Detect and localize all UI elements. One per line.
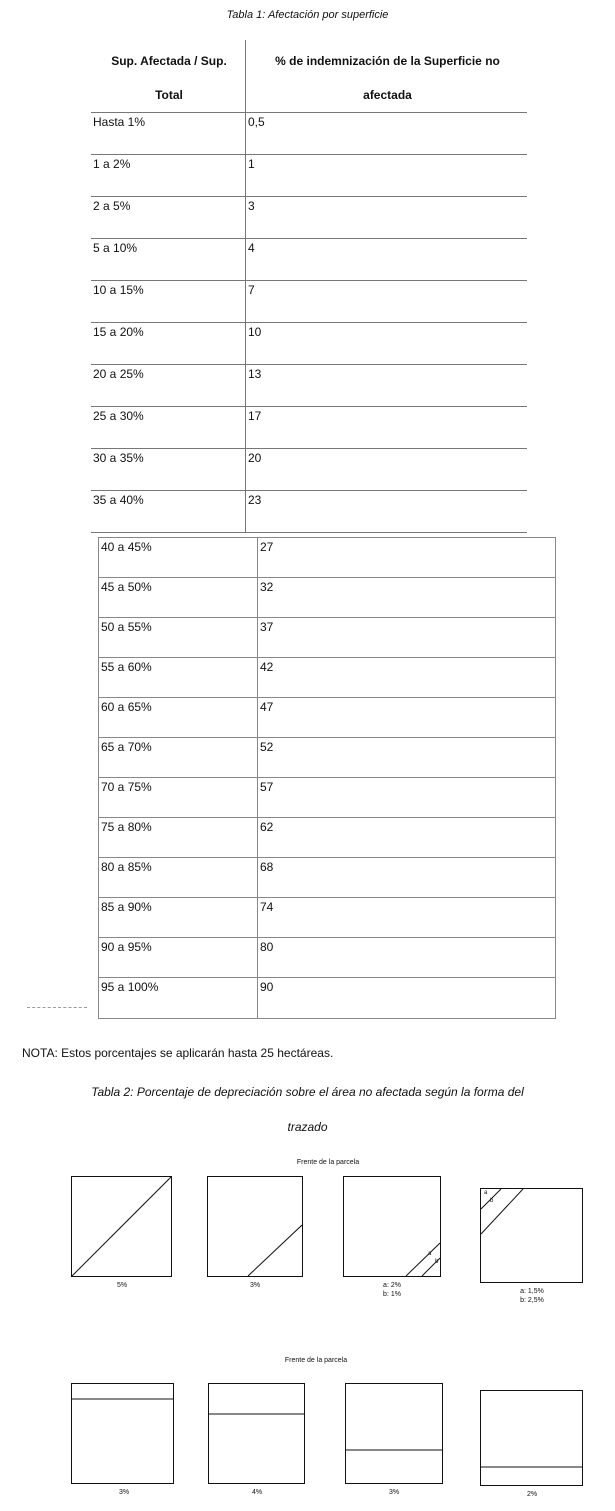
- diagonal-line: [208, 1177, 302, 1276]
- diagram-label: 3%: [118, 1489, 130, 1496]
- range-cell: 90 a 95%: [99, 938, 258, 978]
- table-row: [91, 155, 527, 197]
- table-row: [91, 407, 527, 449]
- value-cell: 47: [258, 698, 556, 738]
- front-label: Frente de la parcela: [296, 1159, 360, 1166]
- value-cell: 52: [258, 738, 556, 778]
- table-row: [91, 449, 527, 491]
- value-cell: 68: [258, 858, 556, 898]
- table-row: [99, 778, 556, 818]
- range-cell: 55 a 60%: [99, 658, 258, 698]
- mark-a: a: [428, 1251, 432, 1257]
- range-cell: 20 a 25%: [91, 365, 246, 407]
- mark-b: b: [435, 1259, 439, 1265]
- value-cell: 42: [258, 658, 556, 698]
- table2-caption-line1: Tabla 2: Porcentaje de depreciación sobre el área no afectada según la forma del: [91, 1085, 524, 1099]
- table2-caption-line2: trazado: [287, 1120, 328, 1134]
- range-cell: 30 a 35%: [91, 449, 246, 491]
- range-cell: 60 a 65%: [99, 698, 258, 738]
- table1-continued: [98, 537, 556, 1019]
- table-row: [99, 618, 556, 658]
- page-break-dash: [27, 1007, 87, 1008]
- range-cell: 80 a 85%: [99, 858, 258, 898]
- range-cell: 35 a 40%: [91, 491, 246, 533]
- table1-header-row: [91, 40, 527, 113]
- header-col2-line1: % de indemnización de la Superficie no: [275, 54, 500, 68]
- range-cell: 10 a 15%: [91, 281, 246, 323]
- diagram-label-a: a: 1,5%: [520, 1288, 544, 1295]
- table-row: [91, 239, 527, 281]
- value-cell: 1: [246, 155, 528, 197]
- diagram-label-b: b: 1%: [383, 1291, 401, 1298]
- table-row: [99, 538, 556, 578]
- diagram-horizontal-upper: [208, 1383, 305, 1484]
- table-row: [91, 491, 527, 533]
- range-cell: 50 a 55%: [99, 618, 258, 658]
- table-row: [91, 365, 527, 407]
- value-cell: 90: [260, 980, 274, 994]
- diagonal-lines: [344, 1177, 440, 1276]
- table-row: [99, 858, 556, 898]
- range-cell: 1 a 2%: [91, 155, 246, 197]
- range-cell: 2 a 5%: [91, 197, 246, 239]
- value-cell: 0,5: [246, 113, 528, 155]
- value-cell: 10: [246, 323, 528, 365]
- range-cell: 75 a 80%: [99, 818, 258, 858]
- range-cell: 45 a 50%: [99, 578, 258, 618]
- diagram-label: 2%: [526, 1491, 538, 1498]
- diagram-horizontal-top: [71, 1383, 174, 1484]
- table-row: [99, 698, 556, 738]
- diagonal-lines: [481, 1189, 582, 1282]
- value-cell: 57: [258, 778, 556, 818]
- table-row: [99, 818, 556, 858]
- header-col2-line2: afectada: [363, 88, 412, 102]
- header-col1-line2: Total: [155, 88, 183, 102]
- diagram-label: 4%: [251, 1489, 263, 1496]
- horizontal-line: [346, 1384, 442, 1483]
- note-text: NOTA: Estos porcentajes se aplicarán hasta 25 hectáreas.: [22, 1046, 334, 1060]
- table-row: [99, 738, 556, 778]
- value-cell: 3: [246, 197, 528, 239]
- value-cell: 37: [258, 618, 556, 658]
- table1: [91, 40, 527, 533]
- table-row: [99, 978, 556, 1019]
- table-row: [99, 938, 556, 978]
- table1-header-col2: [246, 40, 528, 113]
- diagram-label: 3%: [249, 1282, 261, 1289]
- diagram-horizontal-lower: [345, 1383, 443, 1484]
- diagram-label-a: a: 2%: [383, 1282, 401, 1289]
- table1-caption: Tabla 1: Afectación por superficie: [226, 9, 389, 21]
- value-cell: 7: [246, 281, 528, 323]
- table-row: [91, 197, 527, 239]
- value-cell: 13: [246, 365, 528, 407]
- value-cell: 20: [246, 449, 528, 491]
- diagram-diagonal-small-bottom: [343, 1176, 441, 1277]
- diagram-horizontal-bottom: [480, 1390, 583, 1486]
- value-cell: 4: [246, 239, 528, 281]
- range-cell: 85 a 90%: [99, 898, 258, 938]
- range-cell: 70 a 75%: [99, 778, 258, 818]
- range-cell: 40 a 45%: [99, 538, 258, 578]
- diagonal-line: [72, 1177, 171, 1276]
- range-cell: 5 a 10%: [91, 239, 246, 281]
- range-cell: 15 a 20%: [91, 323, 246, 365]
- table-row: [99, 658, 556, 698]
- table-row: [91, 281, 527, 323]
- horizontal-line: [209, 1384, 304, 1483]
- value-cell: 27: [258, 538, 556, 578]
- value-cell: 17: [246, 407, 528, 449]
- front-label: Frente de la parcela: [284, 1357, 348, 1364]
- table1-header-col1: [91, 40, 246, 113]
- diagram-label-b: b: 2,5%: [520, 1297, 544, 1304]
- mark-a: a: [484, 1190, 488, 1196]
- value-cell: 74: [258, 898, 556, 938]
- range-cell: 95 a 100%: [99, 978, 258, 1019]
- table-row: [99, 898, 556, 938]
- header-col1-line1: Sup. Afectada / Sup.: [111, 54, 227, 68]
- range-cell: Hasta 1%: [91, 113, 246, 155]
- horizontal-line: [72, 1384, 173, 1483]
- value-cell: 32: [258, 578, 556, 618]
- diagram-label: 5%: [116, 1282, 128, 1289]
- diagram-label: 3%: [388, 1489, 400, 1496]
- mark-b: b: [490, 1198, 494, 1204]
- diagram-diagonal-full: [71, 1176, 172, 1277]
- table-row: [91, 113, 527, 155]
- table-row: [91, 323, 527, 365]
- horizontal-line: [481, 1391, 582, 1485]
- range-cell: 25 a 30%: [91, 407, 246, 449]
- value-cell: 23: [246, 491, 528, 533]
- diagram-diagonal-small-top: [480, 1188, 583, 1283]
- range-cell: 65 a 70%: [99, 738, 258, 778]
- table-row: [99, 578, 556, 618]
- diagram-diagonal-corner: [207, 1176, 303, 1277]
- value-cell: 62: [258, 818, 556, 858]
- value-cell: 80: [258, 938, 556, 978]
